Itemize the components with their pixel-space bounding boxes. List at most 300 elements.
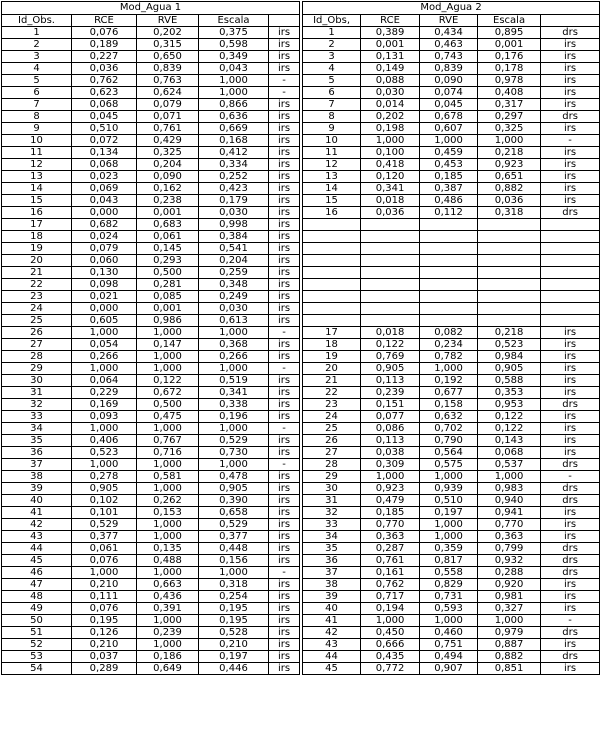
agua1-rve-cell: 0,500 <box>137 267 199 279</box>
agua1-rce-cell: 0,510 <box>72 123 137 135</box>
agua1-rve-cell: 0,716 <box>137 447 199 459</box>
agua2-rce-cell: 0,151 <box>361 399 420 411</box>
agua2-rce-cell: 0,770 <box>361 519 420 531</box>
agua2-returns-type-cell: irs <box>541 339 600 351</box>
agua1-returns-type-cell: irs <box>269 123 300 135</box>
group-title-mod-agua-1: Mod_Agua 1 <box>2 2 300 15</box>
agua1-escala-cell: 0,730 <box>199 447 269 459</box>
table-row <box>2 171 600 183</box>
agua2-rce-cell: 1,000 <box>361 135 420 147</box>
agua2-escala-cell: 0,923 <box>478 159 541 171</box>
table-row <box>2 195 600 207</box>
agua1-returns-type-cell: irs <box>269 651 300 663</box>
agua1-escala-cell: 0,259 <box>199 267 269 279</box>
agua2-escala-cell: 1,000 <box>478 471 541 483</box>
agua2-rce-cell <box>361 267 420 279</box>
agua1-escala-cell: 0,613 <box>199 315 269 327</box>
agua2-rce-cell: 0,149 <box>361 63 420 75</box>
agua2-returns-type-cell: irs <box>541 663 600 675</box>
agua2-escala-cell: 0,523 <box>478 339 541 351</box>
table-row <box>2 519 600 531</box>
agua1-rce-cell: 0,905 <box>72 483 137 495</box>
agua2-escala-cell: 0,895 <box>478 27 541 39</box>
table-row <box>2 303 600 315</box>
agua1-rve-cell: 1,000 <box>137 615 199 627</box>
agua2-returns-type-cell <box>541 291 600 303</box>
agua2-id-obs-cell: 40 <box>303 603 361 615</box>
agua2-escala-cell: 1,000 <box>478 615 541 627</box>
agua1-id-obs-cell: 3 <box>2 51 72 63</box>
agua2-id-obs-cell <box>303 231 361 243</box>
agua1-rve-cell: 0,650 <box>137 51 199 63</box>
agua1-id-obs-cell: 50 <box>2 615 72 627</box>
agua2-id-obs-cell: 13 <box>303 171 361 183</box>
agua2-id-obs-cell <box>303 303 361 315</box>
agua1-rce-cell: 0,102 <box>72 495 137 507</box>
agua2-rve-cell: 0,460 <box>420 627 478 639</box>
agua1-id-obs-cell: 14 <box>2 183 72 195</box>
agua2-rve-cell: 0,510 <box>420 495 478 507</box>
agua2-rce-cell: 0,120 <box>361 171 420 183</box>
agua2-returns-type-cell: drs <box>541 483 600 495</box>
agua1-id-obs-cell: 53 <box>2 651 72 663</box>
agua1-id-obs-cell: 13 <box>2 171 72 183</box>
agua2-returns-type-cell: irs <box>541 591 600 603</box>
agua2-returns-type-cell: irs <box>541 519 600 531</box>
agua1-rve-cell: 0,202 <box>137 27 199 39</box>
agua1-rve-cell: 0,162 <box>137 183 199 195</box>
agua1-escala-cell: 0,197 <box>199 651 269 663</box>
agua2-escala-cell: 0,887 <box>478 639 541 651</box>
agua1-rve-cell: 1,000 <box>137 423 199 435</box>
table-row <box>2 579 600 591</box>
agua2-id-obs-cell: 17 <box>303 327 361 339</box>
agua2-rve-cell: 0,459 <box>420 147 478 159</box>
agua1-rve-cell: 0,767 <box>137 435 199 447</box>
table-row <box>2 147 600 159</box>
agua2-rce-cell: 0,769 <box>361 351 420 363</box>
agua1-returns-type-cell: irs <box>269 279 300 291</box>
agua1-returns-type-cell: irs <box>269 663 300 675</box>
agua2-rce-cell: 0,038 <box>361 447 420 459</box>
agua1-returns-type-cell: irs <box>269 219 300 231</box>
header-id-obs: Id_Obs, <box>303 15 361 27</box>
agua1-returns-type-cell: irs <box>269 435 300 447</box>
agua2-rve-cell: 1,000 <box>420 531 478 543</box>
agua1-rve-cell: 1,000 <box>137 519 199 531</box>
agua2-escala-cell: 0,537 <box>478 459 541 471</box>
agua2-id-obs-cell: 45 <box>303 663 361 675</box>
agua2-id-obs-cell: 22 <box>303 387 361 399</box>
agua2-id-obs-cell <box>303 267 361 279</box>
agua1-escala-cell: 0,528 <box>199 627 269 639</box>
agua1-id-obs-cell: 36 <box>2 447 72 459</box>
table-row <box>2 279 600 291</box>
agua2-id-obs-cell: 9 <box>303 123 361 135</box>
agua2-escala-cell: 0,353 <box>478 387 541 399</box>
agua2-escala-cell: 0,218 <box>478 327 541 339</box>
agua2-escala-cell: 0,176 <box>478 51 541 63</box>
agua2-id-obs-cell: 30 <box>303 483 361 495</box>
agua2-returns-type-cell: drs <box>541 111 600 123</box>
agua2-returns-type-cell <box>541 279 600 291</box>
agua1-returns-type-cell: irs <box>269 135 300 147</box>
agua2-id-obs-cell: 31 <box>303 495 361 507</box>
agua1-returns-type-cell: irs <box>269 531 300 543</box>
agua2-rce-cell: 0,194 <box>361 603 420 615</box>
agua2-rve-cell: 0,453 <box>420 159 478 171</box>
agua2-returns-type-cell: irs <box>541 435 600 447</box>
agua2-id-obs-cell: 36 <box>303 555 361 567</box>
agua1-rce-cell: 0,045 <box>72 111 137 123</box>
agua2-returns-type-cell: drs <box>541 627 600 639</box>
agua1-rce-cell: 0,682 <box>72 219 137 231</box>
agua2-rve-cell: 0,817 <box>420 555 478 567</box>
agua1-rve-cell: 0,624 <box>137 87 199 99</box>
agua1-escala-cell: 0,179 <box>199 195 269 207</box>
table-row <box>2 111 600 123</box>
agua1-rve-cell: 0,429 <box>137 135 199 147</box>
agua2-escala-cell <box>478 315 541 327</box>
table-row <box>2 243 600 255</box>
agua1-returns-type-cell: irs <box>269 495 300 507</box>
table-row <box>2 543 600 555</box>
agua2-returns-type-cell: irs <box>541 531 600 543</box>
agua1-returns-type-cell: irs <box>269 315 300 327</box>
agua1-id-obs-cell: 23 <box>2 291 72 303</box>
agua1-returns-type-cell: irs <box>269 51 300 63</box>
agua2-rve-cell: 0,575 <box>420 459 478 471</box>
agua2-escala-cell: 0,651 <box>478 171 541 183</box>
agua2-rce-cell: 1,000 <box>361 471 420 483</box>
table-row <box>2 591 600 603</box>
agua2-rve-cell: 0,907 <box>420 663 478 675</box>
agua2-escala-cell <box>478 279 541 291</box>
table-row <box>2 387 600 399</box>
agua2-rce-cell: 0,100 <box>361 147 420 159</box>
agua1-escala-cell: 0,541 <box>199 243 269 255</box>
agua2-id-obs-cell: 42 <box>303 627 361 639</box>
agua1-returns-type-cell: - <box>269 567 300 579</box>
agua1-rve-cell: 0,090 <box>137 171 199 183</box>
agua2-rce-cell: 0,239 <box>361 387 420 399</box>
agua2-rce-cell: 0,202 <box>361 111 420 123</box>
agua2-rce-cell <box>361 315 420 327</box>
table-row <box>2 471 600 483</box>
agua2-rce-cell: 0,418 <box>361 159 420 171</box>
agua2-rve-cell: 0,112 <box>420 207 478 219</box>
group-title-row <box>2 2 600 15</box>
header-returns-type <box>269 15 300 27</box>
agua2-rve-cell <box>420 279 478 291</box>
agua1-rce-cell: 0,069 <box>72 183 137 195</box>
table-row <box>2 63 600 75</box>
agua1-rce-cell: 0,278 <box>72 471 137 483</box>
agua2-id-obs-cell <box>303 291 361 303</box>
agua1-rce-cell: 0,289 <box>72 663 137 675</box>
agua2-rve-cell <box>420 303 478 315</box>
agua2-returns-type-cell: irs <box>541 327 600 339</box>
agua2-rce-cell: 0,198 <box>361 123 420 135</box>
agua1-rce-cell: 0,101 <box>72 507 137 519</box>
agua1-escala-cell: 0,030 <box>199 303 269 315</box>
agua2-rve-cell: 1,000 <box>420 519 478 531</box>
agua2-escala-cell <box>478 303 541 315</box>
agua2-rve-cell: 0,185 <box>420 171 478 183</box>
agua1-rve-cell: 0,001 <box>137 207 199 219</box>
agua1-escala-cell: 1,000 <box>199 363 269 375</box>
agua2-rve-cell: 0,939 <box>420 483 478 495</box>
agua2-returns-type-cell: drs <box>541 399 600 411</box>
agua1-rce-cell: 0,023 <box>72 171 137 183</box>
agua1-id-obs-cell: 29 <box>2 363 72 375</box>
agua1-rce-cell: 0,406 <box>72 435 137 447</box>
agua1-id-obs-cell: 52 <box>2 639 72 651</box>
agua1-rve-cell: 0,239 <box>137 627 199 639</box>
agua2-rve-cell <box>420 219 478 231</box>
agua2-rve-cell: 0,564 <box>420 447 478 459</box>
group-title-mod-agua-2: Mod_Agua 2 <box>303 2 600 15</box>
agua2-id-obs-cell: 16 <box>303 207 361 219</box>
agua1-rce-cell: 0,098 <box>72 279 137 291</box>
agua2-rve-cell <box>420 243 478 255</box>
agua2-rce-cell: 0,086 <box>361 423 420 435</box>
agua2-escala-cell: 0,920 <box>478 579 541 591</box>
agua1-returns-type-cell: - <box>269 363 300 375</box>
agua2-returns-type-cell <box>541 267 600 279</box>
agua1-rce-cell: 0,266 <box>72 351 137 363</box>
agua2-escala-cell: 0,851 <box>478 663 541 675</box>
agua1-escala-cell: 0,254 <box>199 591 269 603</box>
agua2-rce-cell: 0,363 <box>361 531 420 543</box>
table-row <box>2 207 600 219</box>
agua2-escala-cell: 0,122 <box>478 423 541 435</box>
agua1-id-obs-cell: 16 <box>2 207 72 219</box>
agua1-escala-cell: 0,998 <box>199 219 269 231</box>
agua2-returns-type-cell: drs <box>541 459 600 471</box>
agua1-returns-type-cell: irs <box>269 99 300 111</box>
agua1-id-obs-cell: 6 <box>2 87 72 99</box>
agua1-escala-cell: 0,412 <box>199 147 269 159</box>
table-row <box>2 435 600 447</box>
agua2-rce-cell <box>361 291 420 303</box>
agua2-id-obs-cell <box>303 243 361 255</box>
agua1-rve-cell: 0,186 <box>137 651 199 663</box>
table-row <box>2 603 600 615</box>
agua1-escala-cell: 0,375 <box>199 27 269 39</box>
agua2-rve-cell <box>420 291 478 303</box>
table-row <box>2 351 600 363</box>
agua1-rve-cell: 0,436 <box>137 591 199 603</box>
table-row <box>2 615 600 627</box>
agua2-rce-cell <box>361 231 420 243</box>
agua1-rce-cell: 0,000 <box>72 207 137 219</box>
agua1-rve-cell: 1,000 <box>137 363 199 375</box>
agua1-id-obs-cell: 26 <box>2 327 72 339</box>
agua1-escala-cell: 0,341 <box>199 387 269 399</box>
table-row <box>2 219 600 231</box>
agua1-rce-cell: 0,605 <box>72 315 137 327</box>
agua1-rve-cell: 0,293 <box>137 255 199 267</box>
agua1-escala-cell: 0,866 <box>199 99 269 111</box>
agua2-rve-cell: 0,839 <box>420 63 478 75</box>
agua1-returns-type-cell: irs <box>269 39 300 51</box>
agua1-escala-cell: 0,669 <box>199 123 269 135</box>
agua1-returns-type-cell: - <box>269 327 300 339</box>
agua1-rce-cell: 0,195 <box>72 615 137 627</box>
agua2-returns-type-cell: irs <box>541 447 600 459</box>
agua2-rve-cell <box>420 231 478 243</box>
agua1-returns-type-cell: irs <box>269 375 300 387</box>
agua1-escala-cell: 0,348 <box>199 279 269 291</box>
agua1-escala-cell: 0,390 <box>199 495 269 507</box>
agua2-escala-cell: 0,953 <box>478 399 541 411</box>
agua2-rve-cell: 0,494 <box>420 651 478 663</box>
agua1-id-obs-cell: 4 <box>2 63 72 75</box>
table-row <box>2 135 600 147</box>
agua1-id-obs-cell: 12 <box>2 159 72 171</box>
agua1-returns-type-cell: irs <box>269 243 300 255</box>
agua2-rce-cell <box>361 219 420 231</box>
agua1-escala-cell: 0,384 <box>199 231 269 243</box>
agua2-id-obs-cell: 1 <box>303 27 361 39</box>
agua1-rce-cell: 0,093 <box>72 411 137 423</box>
agua1-rce-cell: 0,079 <box>72 243 137 255</box>
agua2-rve-cell: 0,234 <box>420 339 478 351</box>
agua2-returns-type-cell: irs <box>541 171 600 183</box>
table-row <box>2 291 600 303</box>
agua2-escala-cell: 0,983 <box>478 483 541 495</box>
agua1-returns-type-cell: irs <box>269 147 300 159</box>
table-body <box>2 2 600 675</box>
table-row <box>2 627 600 639</box>
agua1-returns-type-cell: irs <box>269 387 300 399</box>
agua1-rve-cell: 0,238 <box>137 195 199 207</box>
agua1-id-obs-cell: 43 <box>2 531 72 543</box>
agua2-rve-cell: 0,702 <box>420 423 478 435</box>
agua2-returns-type-cell: - <box>541 471 600 483</box>
agua1-returns-type-cell: irs <box>269 471 300 483</box>
agua2-rve-cell: 0,045 <box>420 99 478 111</box>
agua2-rce-cell: 0,014 <box>361 99 420 111</box>
agua1-id-obs-cell: 10 <box>2 135 72 147</box>
agua2-id-obs-cell: 2 <box>303 39 361 51</box>
agua1-rve-cell: 0,262 <box>137 495 199 507</box>
agua1-id-obs-cell: 19 <box>2 243 72 255</box>
agua2-rce-cell: 0,450 <box>361 627 420 639</box>
agua1-escala-cell: 0,338 <box>199 399 269 411</box>
table-row <box>2 567 600 579</box>
table-row <box>2 639 600 651</box>
agua2-returns-type-cell: irs <box>541 639 600 651</box>
agua1-rve-cell: 0,683 <box>137 219 199 231</box>
agua2-rve-cell: 0,192 <box>420 375 478 387</box>
agua1-id-obs-cell: 32 <box>2 399 72 411</box>
agua1-escala-cell: 0,423 <box>199 183 269 195</box>
agua1-escala-cell: 0,448 <box>199 543 269 555</box>
agua2-escala-cell: 0,770 <box>478 519 541 531</box>
table-row <box>2 27 600 39</box>
agua1-rve-cell: 0,153 <box>137 507 199 519</box>
agua1-returns-type-cell: - <box>269 75 300 87</box>
agua1-id-obs-cell: 42 <box>2 519 72 531</box>
agua2-rve-cell: 0,074 <box>420 87 478 99</box>
agua2-returns-type-cell: irs <box>541 579 600 591</box>
agua1-rce-cell: 0,169 <box>72 399 137 411</box>
agua2-escala-cell: 0,932 <box>478 555 541 567</box>
agua2-escala-cell: 0,984 <box>478 351 541 363</box>
agua2-id-obs-cell: 10 <box>303 135 361 147</box>
agua2-id-obs-cell: 29 <box>303 471 361 483</box>
table-row <box>2 123 600 135</box>
agua1-returns-type-cell: irs <box>269 195 300 207</box>
agua1-returns-type-cell: irs <box>269 483 300 495</box>
table-row <box>2 495 600 507</box>
agua2-returns-type-cell: irs <box>541 39 600 51</box>
agua2-id-obs-cell: 26 <box>303 435 361 447</box>
agua1-rve-cell: 1,000 <box>137 531 199 543</box>
agua1-id-obs-cell: 28 <box>2 351 72 363</box>
agua1-escala-cell: 0,377 <box>199 531 269 543</box>
agua2-returns-type-cell: irs <box>541 75 600 87</box>
agua2-rce-cell <box>361 255 420 267</box>
agua2-returns-type-cell: irs <box>541 363 600 375</box>
table-row <box>2 423 600 435</box>
table-row <box>2 39 600 51</box>
agua2-returns-type-cell: drs <box>541 567 600 579</box>
agua1-id-obs-cell: 46 <box>2 567 72 579</box>
agua2-rce-cell: 0,161 <box>361 567 420 579</box>
agua2-escala-cell: 0,068 <box>478 447 541 459</box>
table-row <box>2 507 600 519</box>
table-row <box>2 651 600 663</box>
header-returns-type <box>541 15 600 27</box>
table-row <box>2 363 600 375</box>
agua1-rve-cell: 0,147 <box>137 339 199 351</box>
agua1-id-obs-cell: 20 <box>2 255 72 267</box>
agua1-escala-cell: 0,368 <box>199 339 269 351</box>
agua1-returns-type-cell: - <box>269 87 300 99</box>
agua1-rce-cell: 0,061 <box>72 543 137 555</box>
agua2-id-obs-cell: 43 <box>303 639 361 651</box>
table-row <box>2 75 600 87</box>
agua2-rve-cell <box>420 255 478 267</box>
agua1-escala-cell: 0,043 <box>199 63 269 75</box>
table-row <box>2 447 600 459</box>
agua2-returns-type-cell: - <box>541 615 600 627</box>
agua2-rve-cell: 0,558 <box>420 567 478 579</box>
agua1-id-obs-cell: 54 <box>2 663 72 675</box>
agua1-rve-cell: 1,000 <box>137 567 199 579</box>
agua1-rce-cell: 0,523 <box>72 447 137 459</box>
agua1-rce-cell: 0,072 <box>72 135 137 147</box>
agua2-id-obs-cell: 11 <box>303 147 361 159</box>
agua1-rve-cell: 1,000 <box>137 459 199 471</box>
agua2-rve-cell: 0,751 <box>420 639 478 651</box>
agua2-rce-cell: 0,923 <box>361 483 420 495</box>
agua2-rve-cell: 0,486 <box>420 195 478 207</box>
agua2-rce-cell: 0,122 <box>361 339 420 351</box>
table-row <box>2 555 600 567</box>
agua1-rce-cell: 0,076 <box>72 27 137 39</box>
agua1-returns-type-cell: irs <box>269 303 300 315</box>
agua1-escala-cell: 1,000 <box>199 459 269 471</box>
agua2-id-obs-cell: 3 <box>303 51 361 63</box>
agua2-returns-type-cell: irs <box>541 123 600 135</box>
agua1-rce-cell: 0,021 <box>72 291 137 303</box>
agua2-rce-cell: 0,717 <box>361 591 420 603</box>
header-rce: RCE <box>361 15 420 27</box>
